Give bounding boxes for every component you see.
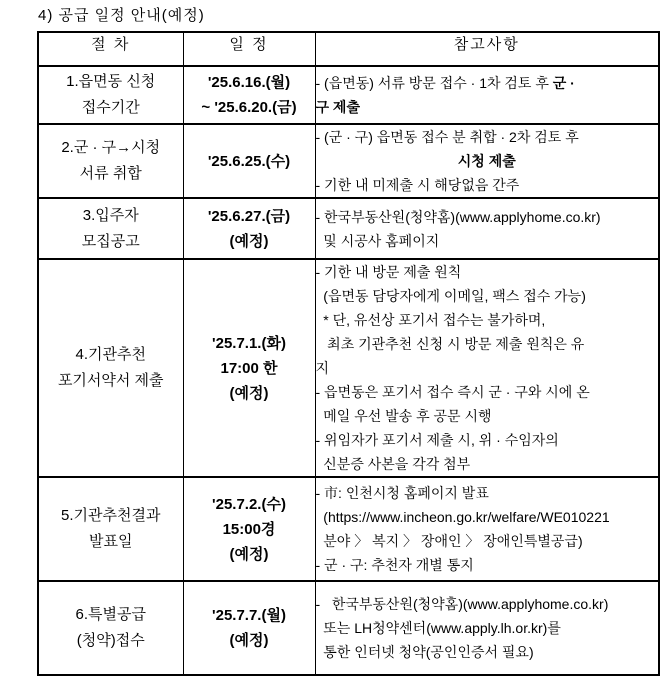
procedure-cell: 1.읍면동 신청 접수기간 — [38, 66, 183, 124]
header-schedule: 일 정 — [183, 32, 315, 66]
schedule-cell: '25.7.7.(월) (예정) — [183, 581, 315, 675]
header-notes: 참고사항 — [315, 32, 659, 66]
notes-cell — [315, 124, 659, 198]
notes-text: - 한국부동산원(청약홈)(www.applyhome.co.kr) 및 시공사 홈페이지 — [315, 208, 601, 249]
schedule-cell: '25.7.2.(수) 15:00경 (예정) — [183, 477, 315, 581]
procedure-cell: 4.기관추천 포기서약서 제출 — [38, 259, 183, 477]
notes-plain-text: - (읍면동) 서류 방문 접수 · 1차 검토 후 — [315, 75, 553, 91]
notes-cell — [315, 259, 659, 477]
notes-cell — [315, 581, 659, 675]
notes-text: - 기한 내 방문 제출 원칙 (읍면동 담당자에게 이메일, 팩스 접수 가능) * 단, 유선상 포기서 접수는 불가하며, 최초 기관추천 신청 시 방문 제출 원칙은 유 지 - 읍면동은 포기서 접수 즉시 군 · 구와 시에 온 메일 우선 발송 후 공문 시행 - 위임자가 포기서 제출 시, 위 · 수임자의 신분증 사본을 각각 첨부 — [315, 264, 590, 472]
notes-cell — [315, 198, 659, 259]
schedule-cell: '25.6.25.(수) — [183, 124, 315, 198]
table-header — [38, 32, 659, 66]
table-row — [38, 66, 659, 124]
schedule-cell: '25.6.16.(월) ~ '25.6.20.(금) — [183, 66, 315, 124]
notes-line: - 기한 내 미제출 시 해당없음 간주 — [315, 177, 520, 193]
table-row — [38, 198, 659, 259]
procedure-cell: 2.군 · 구→시청 서류 취합 — [38, 124, 183, 198]
procedure-cell: 5.기관추천결과 발표일 — [38, 477, 183, 581]
notes-bold-centered-line: 시청 제출 — [457, 153, 516, 169]
schedule-cell: '25.7.1.(화) 17:00 한 (예정) — [183, 259, 315, 477]
notes-line: - (군 · 구) 읍면동 접수 분 취합 · 2차 검토 후 — [315, 129, 579, 145]
table-row — [38, 581, 659, 675]
page-title: 4) 공급 일정 안내(예정) — [38, 7, 205, 24]
table-row — [38, 124, 659, 198]
schedule-table — [37, 31, 660, 676]
schedule-cell: '25.6.27.(금) (예정) — [183, 198, 315, 259]
notes-text — [316, 71, 659, 119]
header-procedure: 절 차 — [38, 32, 183, 66]
procedure-cell: 3.입주자 모집공고 — [38, 198, 183, 259]
notes-text: - 한국부동산원(청약홈)(www.applyhome.co.kr) 또는 LH청약센터(www.apply.lh.or.kr)를 통한 인터넷 청약(공인인증서 필요) — [315, 596, 609, 660]
table-row — [38, 477, 659, 581]
notes-bold-text: 군 · 구 제출 — [315, 75, 575, 115]
table-row — [38, 259, 659, 477]
header-row — [38, 32, 659, 66]
notes-text: - 市: 인천시청 홈페이지 발표 (https://www.incheon.go.kr/welfare/WE010221 분야 〉 복지 〉 장애인 〉 장애인특별공급) - 군 · 구: 추천자 개별 통지 — [315, 485, 610, 573]
notes-cell — [315, 66, 659, 124]
procedure-cell: 6.특별공급 (청약)접수 — [38, 581, 183, 675]
notes-cell — [315, 477, 659, 581]
